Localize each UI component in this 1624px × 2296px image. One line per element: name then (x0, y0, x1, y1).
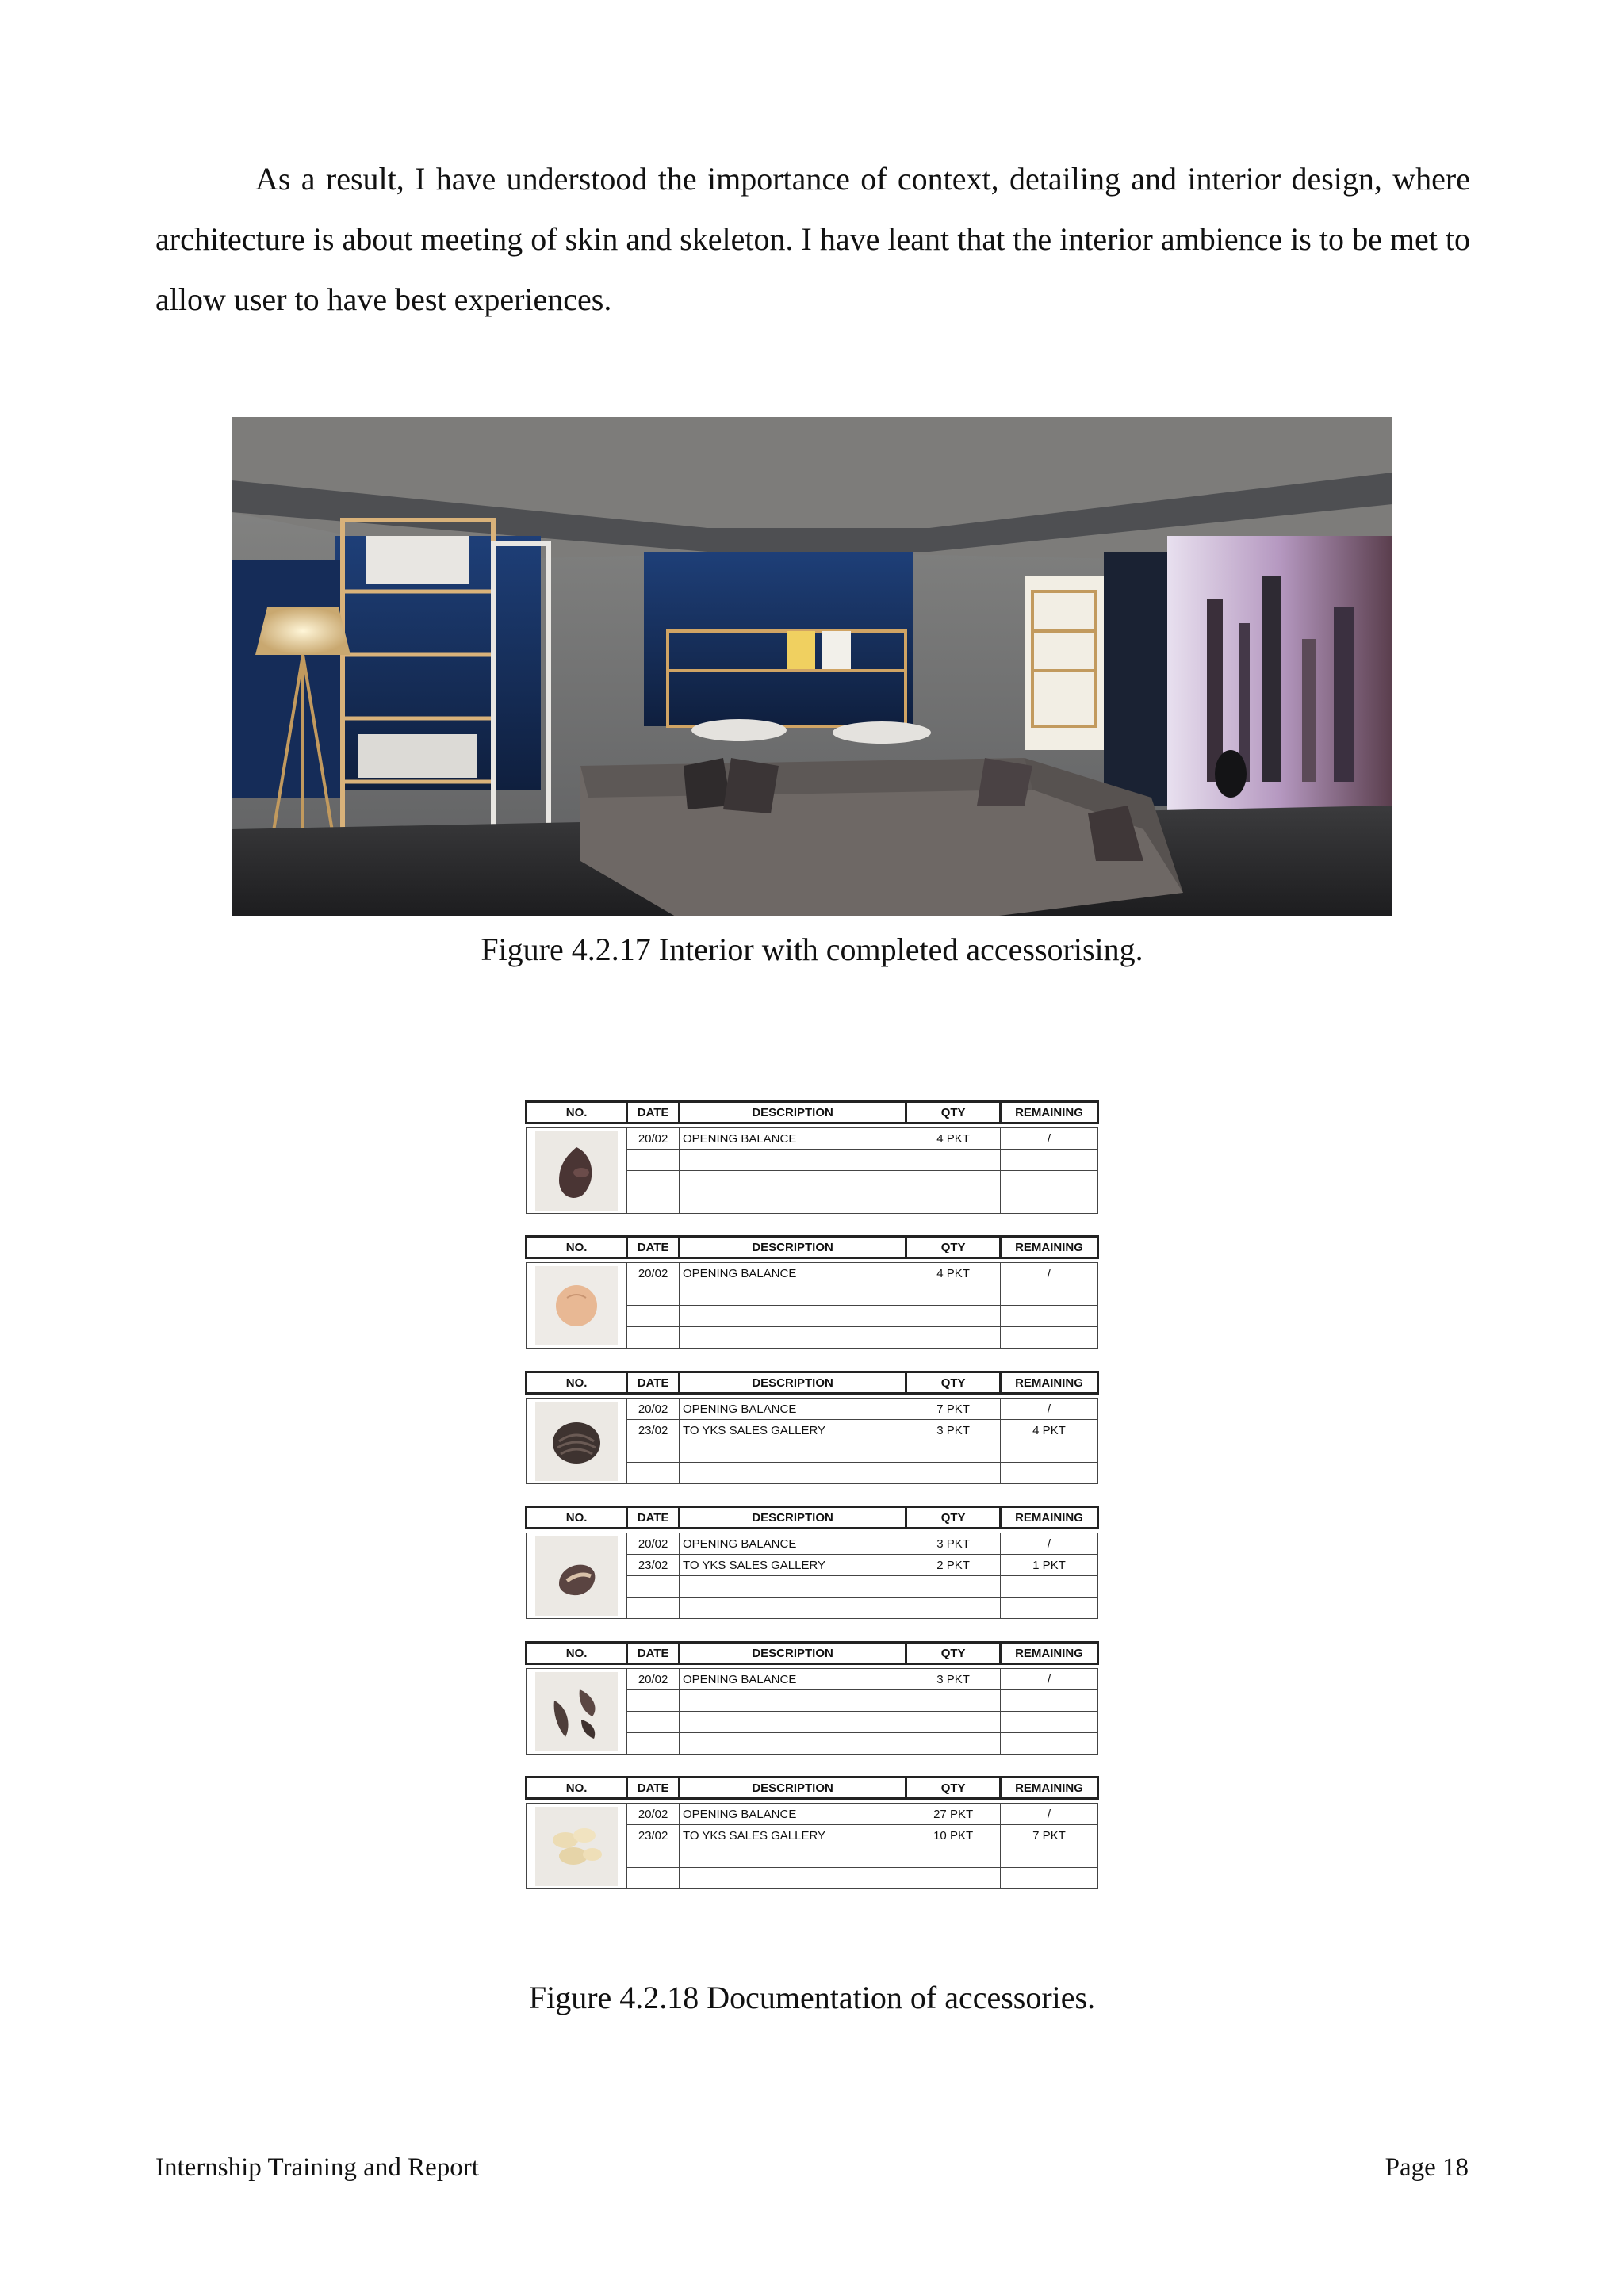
row-remaining (1000, 1192, 1097, 1214)
row-description: OPENING BALANCE (679, 1533, 906, 1555)
header-remaining: REMAINING (1000, 1643, 1097, 1664)
ledger-row (527, 1533, 1098, 1555)
row-qty (906, 1576, 1001, 1598)
row-qty (906, 1868, 1001, 1889)
row-date (627, 1690, 680, 1712)
header-description: DESCRIPTION (679, 1643, 906, 1664)
row-date (627, 1733, 680, 1755)
row-date (627, 1327, 680, 1349)
row-remaining: 7 PKT (1000, 1825, 1097, 1846)
item-photo-cell (527, 1669, 627, 1755)
row-date (627, 1598, 680, 1619)
ledger-row (527, 1804, 1098, 1825)
wooden-ball-icon (535, 1266, 618, 1345)
ledger-header-row (527, 1507, 1098, 1529)
row-date (627, 1868, 680, 1889)
header-description: DESCRIPTION (679, 1777, 906, 1799)
row-description: OPENING BALANCE (679, 1263, 906, 1284)
row-qty: 3 PKT (906, 1669, 1001, 1690)
ledger-table (525, 1776, 1099, 1890)
ledger-grid (525, 1100, 1099, 1214)
interior-photo-illustration (232, 417, 1392, 916)
row-remaining (1000, 1171, 1097, 1192)
row-description (679, 1441, 906, 1463)
row-date: 20/02 (627, 1399, 680, 1420)
row-remaining (1000, 1441, 1097, 1463)
row-description: OPENING BALANCE (679, 1804, 906, 1825)
header-no: NO. (527, 1237, 627, 1258)
header-description: DESCRIPTION (679, 1372, 906, 1394)
row-date (627, 1284, 680, 1306)
row-qty (906, 1171, 1001, 1192)
header-qty: QTY (906, 1643, 1001, 1664)
header-description: DESCRIPTION (679, 1507, 906, 1529)
ledger-grid (525, 1235, 1099, 1349)
pod-shells-icon (535, 1672, 618, 1751)
row-remaining (1000, 1150, 1097, 1171)
split-seed-pod-icon (535, 1536, 618, 1616)
row-description (679, 1733, 906, 1755)
ribbed-seed-pod-icon (535, 1402, 618, 1481)
row-qty: 4 PKT (906, 1128, 1001, 1150)
row-date (627, 1150, 680, 1171)
row-remaining (1000, 1868, 1097, 1889)
row-date: 20/02 (627, 1533, 680, 1555)
header-date: DATE (627, 1507, 680, 1529)
footer-title: Internship Training and Report (155, 2153, 479, 2182)
row-qty: 3 PKT (906, 1420, 1001, 1441)
row-remaining: 1 PKT (1000, 1555, 1097, 1576)
header-qty: QTY (906, 1777, 1001, 1799)
header-date: DATE (627, 1777, 680, 1799)
ledger-header-row (527, 1777, 1098, 1799)
row-date (627, 1712, 680, 1733)
ledger-header-row (527, 1102, 1098, 1123)
row-qty (906, 1712, 1001, 1733)
intro-paragraph: As a result, I have understood the importance of context, detailing and interior design, where architecture is about meeting of skin and skeleton. I have leant that the interior ambience is to be met to allow user to have best experiences. (155, 161, 1470, 317)
ledger-grid (525, 1641, 1099, 1755)
header-qty: QTY (906, 1507, 1001, 1529)
row-remaining: / (1000, 1263, 1097, 1284)
ledger-table (525, 1371, 1099, 1485)
header-qty: QTY (906, 1102, 1001, 1123)
row-qty: 3 PKT (906, 1533, 1001, 1555)
row-remaining (1000, 1846, 1097, 1868)
row-remaining (1000, 1712, 1097, 1733)
row-description (679, 1463, 906, 1484)
row-date: 23/02 (627, 1555, 680, 1576)
row-description: OPENING BALANCE (679, 1399, 906, 1420)
row-remaining: / (1000, 1669, 1097, 1690)
row-date (627, 1846, 680, 1868)
row-qty (906, 1733, 1001, 1755)
row-description: TO YKS SALES GALLERY (679, 1825, 906, 1846)
interior-photo (232, 417, 1392, 916)
item-photo-cell (527, 1263, 627, 1349)
ledger-row (527, 1669, 1098, 1690)
row-remaining: / (1000, 1804, 1097, 1825)
figure-caption-1: Figure 4.2.17 Interior with completed accessorising. (481, 932, 1143, 967)
row-remaining: 4 PKT (1000, 1420, 1097, 1441)
row-date (627, 1463, 680, 1484)
header-remaining: REMAINING (1000, 1777, 1097, 1799)
row-description (679, 1171, 906, 1192)
ledger-table (525, 1235, 1099, 1349)
row-date: 20/02 (627, 1128, 680, 1150)
row-remaining (1000, 1327, 1097, 1349)
row-qty (906, 1846, 1001, 1868)
row-date: 20/02 (627, 1263, 680, 1284)
row-description (679, 1712, 906, 1733)
row-date: 20/02 (627, 1804, 680, 1825)
row-remaining: / (1000, 1533, 1097, 1555)
row-description (679, 1598, 906, 1619)
ledger-row (527, 1263, 1098, 1284)
row-date: 23/02 (627, 1825, 680, 1846)
row-description (679, 1150, 906, 1171)
item-photo-cell (527, 1399, 627, 1484)
header-remaining: REMAINING (1000, 1102, 1097, 1123)
row-description (679, 1192, 906, 1214)
ledger-table (525, 1506, 1099, 1620)
header-date: DATE (627, 1102, 680, 1123)
figure-caption-2: Figure 4.2.18 Documentation of accessories. (528, 1980, 1096, 2015)
row-description (679, 1690, 906, 1712)
row-remaining (1000, 1733, 1097, 1755)
row-qty (906, 1463, 1001, 1484)
row-qty: 2 PKT (906, 1555, 1001, 1576)
row-qty (906, 1598, 1001, 1619)
row-qty (906, 1690, 1001, 1712)
ledger-header-row (527, 1643, 1098, 1664)
header-description: DESCRIPTION (679, 1237, 906, 1258)
row-qty: 4 PKT (906, 1263, 1001, 1284)
row-date (627, 1171, 680, 1192)
pale-pebbles-icon (535, 1807, 618, 1886)
row-qty (906, 1192, 1001, 1214)
header-qty: QTY (906, 1372, 1001, 1394)
ledger-table (525, 1641, 1099, 1755)
row-description: OPENING BALANCE (679, 1128, 906, 1150)
ledger-grid (525, 1371, 1099, 1484)
header-description: DESCRIPTION (679, 1102, 906, 1123)
row-remaining: / (1000, 1128, 1097, 1150)
ledger-grid (525, 1506, 1099, 1619)
ledger-row (527, 1128, 1098, 1150)
row-description (679, 1284, 906, 1306)
row-remaining (1000, 1463, 1097, 1484)
row-qty (906, 1284, 1001, 1306)
row-date (627, 1192, 680, 1214)
footer-page-number: Page 18 (1385, 2153, 1469, 2182)
row-remaining (1000, 1598, 1097, 1619)
header-date: DATE (627, 1237, 680, 1258)
item-photo-cell (527, 1804, 627, 1889)
row-qty: 10 PKT (906, 1825, 1001, 1846)
row-qty (906, 1327, 1001, 1349)
header-date: DATE (627, 1372, 680, 1394)
row-remaining: / (1000, 1399, 1097, 1420)
ledger-header-row (527, 1237, 1098, 1258)
row-description (679, 1846, 906, 1868)
row-qty (906, 1306, 1001, 1327)
header-no: NO. (527, 1372, 627, 1394)
ledger-grid (525, 1776, 1099, 1889)
row-remaining (1000, 1576, 1097, 1598)
row-qty (906, 1150, 1001, 1171)
header-date: DATE (627, 1643, 680, 1664)
row-qty (906, 1441, 1001, 1463)
row-description: TO YKS SALES GALLERY (679, 1420, 906, 1441)
row-description: OPENING BALANCE (679, 1669, 906, 1690)
row-date: 23/02 (627, 1420, 680, 1441)
row-remaining (1000, 1690, 1097, 1712)
header-no: NO. (527, 1777, 627, 1799)
header-remaining: REMAINING (1000, 1237, 1097, 1258)
header-remaining: REMAINING (1000, 1372, 1097, 1394)
ledger-row (527, 1399, 1098, 1420)
header-no: NO. (527, 1102, 627, 1123)
item-photo-cell (527, 1128, 627, 1214)
row-description (679, 1868, 906, 1889)
header-no: NO. (527, 1507, 627, 1529)
row-qty: 27 PKT (906, 1804, 1001, 1825)
row-description (679, 1306, 906, 1327)
row-description: TO YKS SALES GALLERY (679, 1555, 906, 1576)
row-qty: 7 PKT (906, 1399, 1001, 1420)
header-qty: QTY (906, 1237, 1001, 1258)
row-date (627, 1306, 680, 1327)
row-remaining (1000, 1306, 1097, 1327)
header-no: NO. (527, 1643, 627, 1664)
row-date: 20/02 (627, 1669, 680, 1690)
row-date (627, 1576, 680, 1598)
header-remaining: REMAINING (1000, 1507, 1097, 1529)
dark-seed-pod-icon (535, 1131, 618, 1211)
item-photo-cell (527, 1533, 627, 1619)
row-date (627, 1441, 680, 1463)
ledger-table (525, 1100, 1099, 1215)
row-description (679, 1327, 906, 1349)
ledger-header-row (527, 1372, 1098, 1394)
row-description (679, 1576, 906, 1598)
row-remaining (1000, 1284, 1097, 1306)
